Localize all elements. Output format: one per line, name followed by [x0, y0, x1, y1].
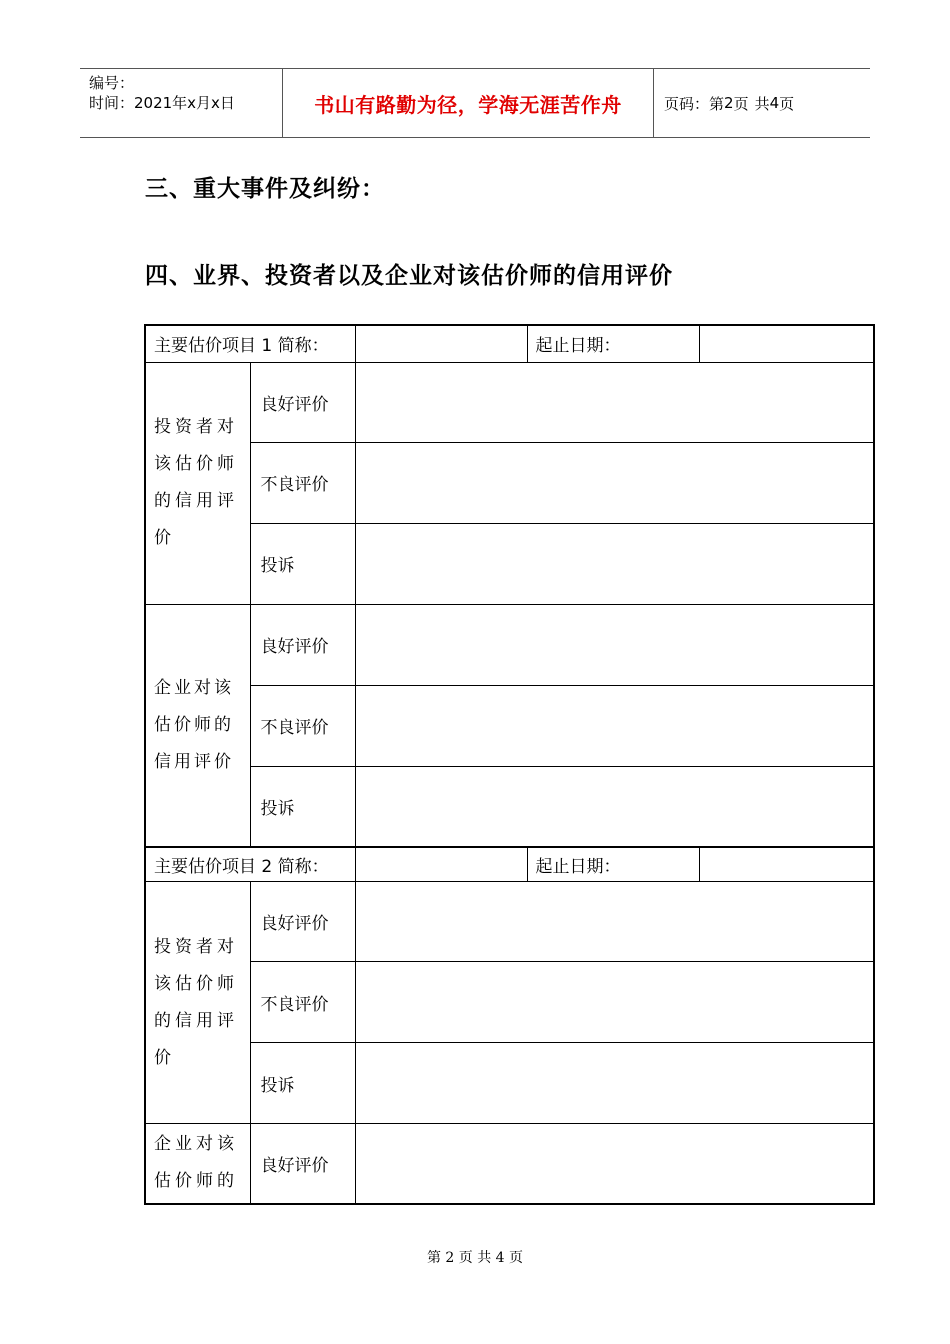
evaluation-table-project-1 — [144, 324, 875, 848]
project-name-label: 主要估价项目 1 简称： — [145, 325, 355, 362]
table-row — [145, 962, 874, 1043]
project-name-field[interactable] — [355, 325, 527, 362]
good-evaluation-field[interactable] — [355, 882, 874, 962]
page-total-unit: 页 — [779, 94, 795, 113]
project-row — [145, 325, 874, 362]
investor-evaluation-group-label: 投资者对该估价师的信用评价 — [145, 362, 250, 604]
good-evaluation-label: 良好评价 — [250, 882, 355, 962]
table-row — [145, 604, 874, 685]
page-total-number: 4 — [769, 94, 780, 112]
table-row — [145, 523, 874, 604]
header-meta — [80, 69, 282, 137]
complaint-field[interactable] — [355, 523, 874, 604]
project-row — [145, 847, 874, 882]
complaint-field[interactable] — [355, 766, 874, 847]
table-row — [145, 442, 874, 523]
bad-evaluation-field[interactable] — [355, 962, 874, 1043]
header-slogan-box — [282, 69, 654, 137]
date-label: 时间：2021年x月x日 — [89, 94, 235, 112]
evaluation-table-project-2 — [144, 846, 875, 1205]
enterprise-evaluation-group-label: 企业对该估价师的信用评价 — [145, 604, 250, 847]
table-row — [145, 1124, 874, 1204]
date-range-label: 起止日期： — [527, 847, 699, 882]
table-row — [145, 1043, 874, 1124]
good-evaluation-field[interactable] — [355, 604, 874, 685]
good-evaluation-label: 良好评价 — [250, 1124, 355, 1204]
date-range-field[interactable] — [699, 847, 874, 882]
good-evaluation-field[interactable] — [355, 362, 874, 442]
header-page-info — [654, 69, 870, 137]
date-range-field[interactable] — [699, 325, 874, 362]
page-total-prefix: 共 — [754, 94, 770, 113]
page-info-number: 2 — [724, 94, 734, 112]
table-row — [145, 882, 874, 962]
project-name-field[interactable] — [355, 847, 527, 882]
complaint-label: 投诉 — [250, 523, 355, 604]
bad-evaluation-field[interactable] — [355, 442, 874, 523]
section-four-heading: 四、业界、投资者以及企业对该估价师的信用评价 — [145, 263, 673, 289]
project-name-label: 主要估价项目 2 简称： — [145, 847, 355, 882]
bad-evaluation-field[interactable] — [355, 685, 874, 766]
number-label: 编号： — [89, 74, 135, 92]
good-evaluation-label: 良好评价 — [250, 362, 355, 442]
enterprise-evaluation-group-label: 企业对该估价师的 — [145, 1124, 250, 1204]
table-row — [145, 766, 874, 847]
bad-evaluation-label: 不良评价 — [250, 442, 355, 523]
page-footer: 第 2 页 共 4 页 — [426, 1250, 524, 1266]
table-row — [145, 362, 874, 442]
section-three-heading: 三、重大事件及纠纷： — [145, 176, 385, 202]
good-evaluation-field[interactable] — [355, 1124, 874, 1204]
date-range-label: 起止日期： — [527, 325, 699, 362]
bad-evaluation-label: 不良评价 — [250, 685, 355, 766]
table-row — [145, 685, 874, 766]
page-info-unit: 页 — [733, 94, 749, 113]
page-info-prefix: 页码：第 — [664, 94, 725, 113]
bad-evaluation-label: 不良评价 — [250, 962, 355, 1043]
investor-evaluation-group-label: 投资者对该估价师的信用评价 — [145, 882, 250, 1124]
header-slogan: 书山有路勤为径，学海无涯苦作舟 — [314, 92, 622, 117]
good-evaluation-label: 良好评价 — [250, 604, 355, 685]
complaint-label: 投诉 — [250, 1043, 355, 1124]
complaint-field[interactable] — [355, 1043, 874, 1124]
page-header — [80, 68, 870, 138]
complaint-label: 投诉 — [250, 766, 355, 847]
